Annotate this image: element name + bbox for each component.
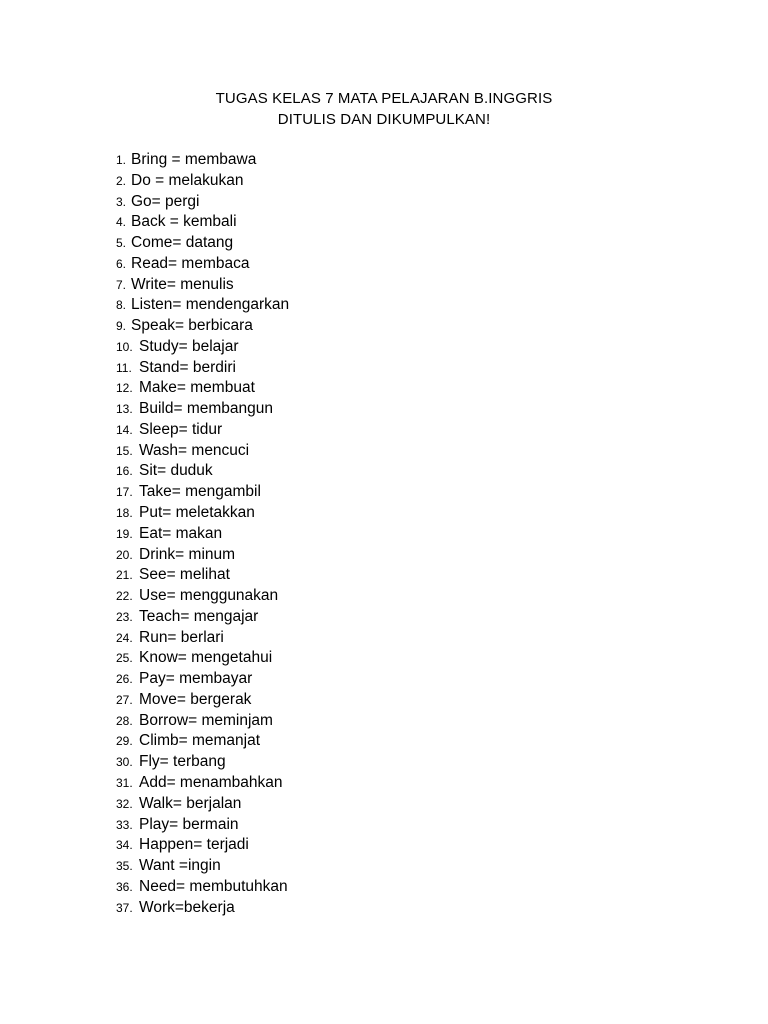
list-item-number: 37.	[116, 900, 133, 915]
list-item-number: 36.	[116, 879, 133, 894]
list-item-text: Make= membuat	[139, 379, 255, 397]
list-item-number: 20.	[116, 547, 133, 562]
list-item-number: 28.	[116, 713, 133, 728]
list-item-text: Walk= berjalan	[139, 794, 242, 812]
list-item	[116, 586, 289, 607]
list-item-number: 27.	[116, 692, 133, 707]
list-item-text: Read= membaca	[131, 254, 250, 272]
list-item-text: Move= bergerak	[139, 690, 252, 708]
list-item	[116, 441, 289, 462]
list-item	[116, 399, 289, 420]
list-item-number: 24.	[116, 630, 133, 645]
list-item	[116, 669, 289, 690]
list-item-number: 2.	[116, 173, 127, 188]
list-item-text: Know= mengetahui	[139, 649, 273, 667]
list-item	[116, 358, 289, 379]
list-item-number: 10.	[116, 339, 133, 354]
list-item-text: Build= membangun	[139, 400, 273, 418]
list-item-text: Need= membutuhkan	[139, 877, 288, 895]
list-item-text: Pay= membayar	[139, 670, 253, 688]
list-item-number: 18.	[116, 506, 133, 521]
list-item-text: Stand= berdiri	[139, 358, 236, 376]
list-item-number: 19.	[116, 526, 133, 541]
list-item	[116, 607, 289, 628]
list-item-text: Go= pergi	[131, 192, 200, 210]
list-item-text: Work=bekerja	[139, 898, 235, 916]
list-item	[116, 212, 289, 233]
list-item	[116, 295, 289, 316]
list-item-number: 5.	[116, 236, 127, 251]
list-item-number: 3.	[116, 194, 127, 209]
list-item	[116, 482, 289, 503]
list-item-number: 22.	[116, 589, 133, 604]
list-item-text: Drink= minum	[139, 545, 236, 563]
list-item	[116, 316, 289, 337]
list-item	[116, 856, 289, 877]
list-item	[116, 898, 289, 919]
list-item-text: Climb= memanjat	[139, 732, 261, 750]
list-item-text: Take= mengambil	[139, 483, 261, 501]
list-item-text: Wash= mencuci	[139, 441, 250, 459]
list-item-text: Bring = membawa	[131, 151, 257, 168]
list-item-number: 14.	[116, 422, 133, 437]
list-item	[116, 171, 289, 192]
list-item-number: 25.	[116, 651, 133, 666]
list-item	[116, 150, 289, 171]
list-item	[116, 690, 289, 711]
list-item-number: 6.	[116, 256, 127, 271]
list-item	[116, 378, 289, 399]
list-item-number: 12.	[116, 381, 133, 396]
vocabulary-list	[116, 150, 289, 918]
list-item	[116, 877, 289, 898]
list-item	[116, 275, 289, 296]
list-item	[116, 752, 289, 773]
list-item-number: 35.	[116, 859, 133, 874]
list-item-number: 31.	[116, 775, 133, 790]
list-item	[116, 503, 289, 524]
list-item-number: 23.	[116, 609, 133, 624]
list-item-text: See= melihat	[139, 566, 230, 584]
list-item-text: Put= meletakkan	[139, 504, 255, 522]
document-title-line2: DITULIS DAN DIKUMPULKAN!	[277, 111, 491, 128]
list-item-number: 8.	[116, 298, 127, 313]
list-item-number: 32.	[116, 796, 133, 811]
list-item-text: Study= belajar	[139, 337, 239, 355]
list-item	[116, 461, 289, 482]
list-item-number: 30.	[116, 755, 133, 770]
list-item	[116, 628, 289, 649]
list-item-number: 13.	[116, 402, 133, 417]
list-item-number: 17.	[116, 485, 133, 500]
list-item	[116, 565, 289, 586]
list-item-text: Add= menambahkan	[139, 773, 283, 791]
list-item-number: 1.	[116, 153, 127, 167]
list-item-text: Speak= berbicara	[131, 317, 253, 335]
list-item-number: 4.	[116, 215, 127, 230]
list-item	[116, 337, 289, 358]
list-item	[116, 254, 289, 275]
list-item	[116, 233, 289, 254]
list-item	[116, 420, 289, 441]
list-item	[116, 731, 289, 752]
list-item-text: Do = melakukan	[131, 171, 244, 189]
list-item	[116, 648, 289, 669]
list-item-text: Happen= terjadi	[139, 836, 249, 854]
document-title-line1: TUGAS KELAS 7 MATA PELAJARAN B.INGGRIS	[215, 90, 553, 107]
list-item-number: 29.	[116, 734, 133, 749]
list-item-number: 15.	[116, 443, 133, 458]
list-item-text: Run= berlari	[139, 628, 224, 646]
list-item	[116, 773, 289, 794]
list-item-text: Fly= terbang	[139, 753, 226, 771]
list-item	[116, 835, 289, 856]
list-item	[116, 794, 289, 815]
list-item	[116, 192, 289, 213]
list-item	[116, 545, 289, 566]
list-item-text: Play= bermain	[139, 815, 239, 833]
list-item-text: Write= menulis	[131, 275, 234, 293]
list-item-text: Borrow= meminjam	[139, 711, 273, 729]
list-item-text: Use= menggunakan	[139, 587, 279, 605]
list-item-text: Sleep= tidur	[139, 420, 223, 438]
list-item-text: Listen= mendengarkan	[131, 296, 290, 314]
list-item-number: 34.	[116, 838, 133, 853]
list-item-number: 7.	[116, 277, 127, 292]
list-item-number: 11.	[116, 360, 132, 375]
list-item-text: Want =ingin	[139, 857, 221, 875]
list-item-number: 26.	[116, 672, 133, 687]
list-item-text: Back = kembali	[131, 213, 237, 231]
list-item	[116, 711, 289, 732]
list-item-number: 21.	[116, 568, 133, 583]
list-item-text: Come= datang	[131, 234, 234, 252]
list-item-text: Eat= makan	[139, 524, 223, 542]
list-item-number: 9.	[116, 319, 127, 334]
list-item-number: 16.	[116, 464, 133, 479]
list-item-number: 33.	[116, 817, 133, 832]
list-item	[116, 815, 289, 836]
list-item	[116, 524, 289, 545]
list-item-text: Teach= mengajar	[139, 607, 259, 625]
list-item-text: Sit= duduk	[139, 462, 213, 480]
